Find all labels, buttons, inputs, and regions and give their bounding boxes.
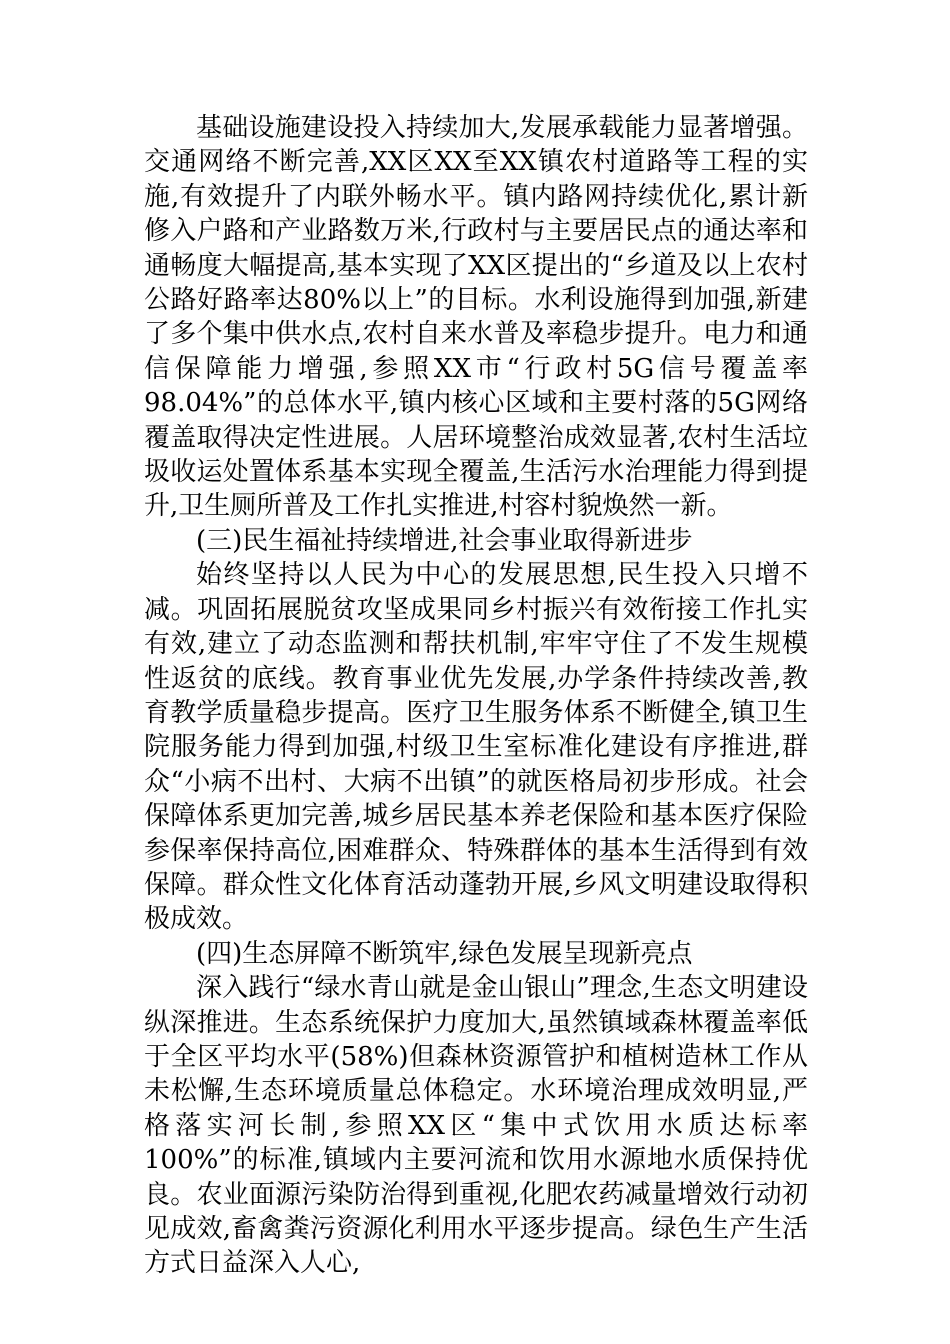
section-heading-ecology: (四)生态屏障不断筑牢,绿色发展呈现新亮点 [196,938,693,969]
section-heading-livelihood: (三)民生福祉持续增进,社会事业取得新进步 [196,525,693,556]
paragraph-livelihood: 始终坚持以人民为中心的发展思想,民生投入只增不减。巩固拓展脱贫攻坚成果同乡村振兴有效衔接工作扎实有效,建立了动态监测和帮扶机制,牢牢守住了不发生规模性返贫的底线。教育事业优先发展,办学条件持续改善,教育教学质量稳步提高。医疗卫生服务体系不断健全,镇卫生院服务能力得到加强,村级卫生室标准化建设有序推进,群众“小病不出村、大病不出镇”的就医格局初步形成。社会保障体系更加完善,城乡居民基本养老保险和基本医疗保险参保率保持高位,困难群众、特殊群体的基本生活得到有效保障。群众性文化体育活动蓬勃开展,乡风文明建设取得积极成效。 [144,560,808,935]
paragraph-infrastructure: 基础设施建设投入持续加大,发展承载能力显著增强。交通网络不断完善,XX区XX至XX镇农村道路等工程的实施,有效提升了内联外畅水平。镇内路网持续优化,累计新修入户路和产业路数万米,行政村与主要居民点的通达率和通畅度大幅提高,基本实现了XX区提出的“乡道及以上农村公路好路率达80%以上”的目标。水利设施得到加强,新建了多个集中供水点,农村自来水普及率稳步提升。电力和通信保障能力增强,参照XX市“行政村5G信号覆盖率98.04%”的总体水平,镇内核心区域和主要村落的5G网络覆盖取得决定性进展。人居环境整治成效显著,农村生活垃圾收运处置体系基本实现全覆盖,生活污水治理能力得到提升,卫生厕所普及工作扎实推进,村容村貌焕然一新。 [144,113,808,522]
document-body [144,111,808,1281]
paragraph-ecology: 深入践行“绿水青山就是金山银山”理念,生态文明建设纵深推进。生态系统保护力度加大,虽然镇域森林覆盖率低于全区平均水平(58%)但森林资源管护和植树造林工作从未松懈,生态环境质量总体稳定。水环境治理成效明显,严格落实河长制,参照XX区“集中式饮用水质达标率100%”的标准,镇域内主要河流和饮用水源地水质保持优良。农业面源污染防治得到重视,化肥农药减量增效行动初见成效,畜禽粪污资源化利用水平逐步提高。绿色生产生活方式日益深入人心, [144,973,808,1279]
